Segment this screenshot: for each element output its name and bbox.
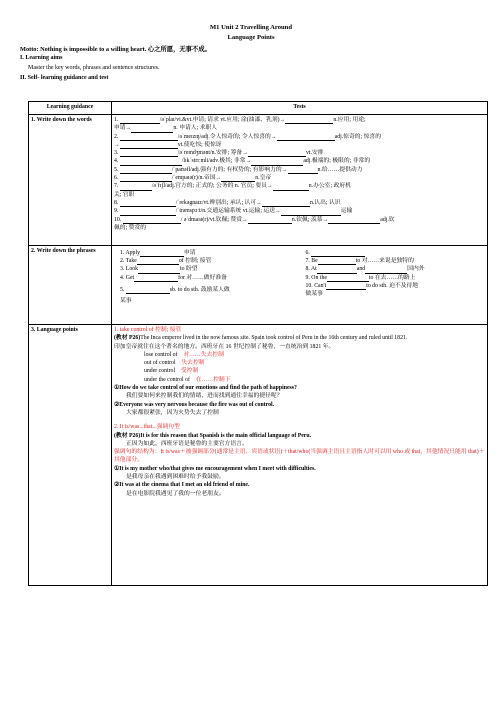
phrases-left-column: [114, 249, 300, 305]
blank[interactable]: [262, 200, 310, 207]
table-header-row: [29, 102, 488, 115]
point1-phrase: under control 受控制: [144, 368, 199, 375]
blank[interactable]: [365, 267, 407, 274]
blank[interactable]: [281, 209, 341, 216]
blank[interactable]: [131, 126, 173, 133]
word-line: 7. /əˈfɪʃl/adj.官方的; 正式的; 公务的 n. 官员; 要员→ n.办公室; 政府机: [114, 183, 351, 190]
blank[interactable]: [120, 159, 182, 166]
blank[interactable]: [140, 250, 184, 257]
blank[interactable]: [120, 167, 172, 174]
phrase-item: 7. Be to 对……来说是独特的: [305, 258, 414, 265]
phrases-right-column: [300, 249, 486, 305]
blank[interactable]: [288, 167, 318, 174]
example-sentence: ②It was at the cinema that I met an old friend of mine.: [114, 482, 250, 489]
language-points-row: [29, 325, 488, 586]
word-line: 5. /ˈpaʊəfl/adj.强有力的; 有权势的; 有影响力的→ n.给……提供动力: [114, 166, 363, 173]
example-sentence: ①How do we take control of our emotions and find the path of happiness?: [114, 385, 297, 392]
point1-phrase: lose control of 对……失去控制: [144, 351, 224, 358]
phrase-item: 5. sb. to do sth. 鼓励某人做: [120, 286, 230, 293]
header-guidance: Learning guidance: [29, 102, 112, 115]
example-translation: 我们要如何来控制我们的情绪，进而找到通往幸福的捷径呢？: [126, 393, 283, 400]
blank[interactable]: [120, 150, 178, 157]
language-points-cell: [112, 325, 488, 586]
phrase-item: 做某事: [305, 291, 323, 298]
blank[interactable]: [120, 175, 172, 182]
motto-cn: 心之所愿，无事不成。: [147, 46, 211, 53]
point1-heading: 1. take control of 控制; 接管: [114, 327, 182, 333]
section-heading-aims: I. Learning aims: [20, 55, 63, 61]
word-line: 10. / əˈdmaɪə(r)/vt.钦佩; 赞赏→ n.钦佩; 羡慕→ adj.钦: [114, 216, 395, 223]
word-line: 2. /əˈmeɪzɪŋ/adj.令人惊奇的; 令人惊喜的→ adj.惊奇的; 惊喜的: [114, 133, 381, 140]
header-tests: Tests: [112, 102, 488, 115]
blank[interactable]: [285, 117, 333, 124]
word-line: 申请→ n. 申请人; 求职人: [114, 125, 218, 132]
example-translation: 大家都很紧张，因为火势失去了控制: [126, 409, 219, 416]
phrase-item: 6.: [306, 249, 486, 257]
blank[interactable]: [134, 275, 178, 282]
phrase-item: 3. Look to 盼望: [120, 266, 198, 273]
blank[interactable]: [120, 134, 178, 141]
motto: [20, 44, 211, 53]
phrase-item: 4. Get for 对……做好准备: [120, 274, 227, 281]
phrase-item: 8. At and 国内外: [305, 266, 425, 273]
blank[interactable]: [120, 209, 176, 216]
word-line: 9. /ˈtrænspɔːt/n.交通运输系统 vt.运输; 运送→ 运输: [114, 208, 353, 215]
word-line: 8. /ˈrekəgnaɪz/vt.辨别出; 承认; 认可→ n.认出; 认识: [114, 199, 341, 206]
blank[interactable]: [251, 159, 303, 166]
blank[interactable]: [317, 267, 357, 274]
words-row: [29, 115, 488, 246]
phrases-label: 2. Write down the phrases: [29, 246, 112, 325]
language-points-label: 3. Language points: [29, 325, 112, 586]
blank[interactable]: [328, 217, 380, 224]
blank[interactable]: [248, 217, 292, 224]
blank[interactable]: [326, 283, 366, 290]
blank[interactable]: [123, 217, 181, 224]
point1-phrase: under the control of 在……控制下: [144, 376, 231, 383]
learning-aim: Master the key words, phrases and sentence structures.: [28, 65, 160, 71]
blank[interactable]: [120, 184, 152, 191]
example-sentence: ①It is my mother who/that gives me encouragement when I meet with difficulties.: [114, 465, 316, 472]
section-heading-guidance: II. Self- learning guidance and test: [20, 75, 109, 81]
blank[interactable]: [137, 258, 179, 265]
blank[interactable]: [248, 150, 306, 157]
point1-source: (教材 P26)The Inca emperor lived in the now famous site. Spain took control of Peru in the 16th century and ruled until 1821.: [114, 335, 408, 342]
word-line: 1. /əˈplaɪ/vi.&vt.申请; 请求 vt.应用; 涂(油漆、乳剂)→ n.应用; 用途;: [114, 117, 366, 123]
blank[interactable]: [221, 175, 255, 182]
point2-rule: 强调句的结构为：It is/was＋被强调部分(通常是主语、宾语或状语)＋that/who(当强调主语且主语指人时可以用 who 或 that，其他情况只能用 that)＋其他部分。: [114, 449, 485, 464]
phrase-item: 2. Take of 控制; 接管: [120, 258, 212, 265]
word-line: 佩的; 赞赏的: [114, 224, 147, 231]
blank[interactable]: [311, 250, 365, 257]
example-translation: 是在电影院我遇见了我的一位老朋友。: [126, 490, 225, 497]
word-line: 关; 官职: [114, 191, 135, 198]
example-sentence: ②Everyone was very nervous because the fire was out of control.: [114, 401, 275, 408]
guidance-table: [28, 101, 488, 586]
example-translation: 是我母亲在我遇到困难时给予我鼓励。: [126, 474, 225, 481]
blank[interactable]: [126, 287, 170, 294]
point1-translation: 印加皇帝就住在这个著名的地方。西班牙在 16 世纪控制了秘鲁，一直统治到 1821 年。: [114, 343, 335, 350]
blank[interactable]: [273, 184, 309, 191]
blank[interactable]: [327, 275, 369, 282]
words-label: 1. Write down the words: [29, 115, 112, 246]
motto-label: Motto: Nothing is impossible to a willing heart.: [20, 46, 147, 53]
point1-phrase: out of control 失去控制: [144, 360, 205, 367]
phrase-item: 9. On the to 在去……的路上: [305, 274, 416, 281]
point2-source: (教材 P26)It is for this reason that Spanish is the main official language of Peru.: [114, 432, 312, 439]
blank[interactable]: [120, 142, 178, 149]
blank[interactable]: [277, 134, 335, 141]
blank[interactable]: [138, 267, 180, 274]
word-line: 4. /lɪkˈstrɪːmli/adv.极其; 非常→ adj.极端的; 极限的; 非常的: [114, 158, 371, 165]
page-title: Language Points: [227, 34, 275, 41]
blank[interactable]: [318, 258, 356, 265]
word-line: 3. /əˈreɪndʒmənt/n.安排; 筹备→ vt.安排: [114, 150, 324, 157]
point2-translation: 正因为如此，西班牙语是秘鲁的主要官方语言。: [126, 440, 248, 447]
blank[interactable]: [120, 200, 176, 207]
blank[interactable]: [120, 117, 160, 124]
phrases-row: [29, 246, 488, 325]
phrases-cell: [112, 246, 488, 325]
word-line: → vt.使吃惊; 使惊讶: [114, 141, 222, 148]
phrase-item: 10. Can't to do sth. 迫不及待地: [305, 282, 419, 289]
phrase-item: 1. Apply 申请: [120, 250, 196, 256]
point2-heading: 2. It is/was...that...强调句型: [114, 424, 180, 431]
words-cell: [112, 115, 488, 246]
word-line: 6. /ˈempaɪə(r)/n.帝国→ n.皇帝: [114, 175, 272, 182]
unit-title: M1 Unit 2 Travelling Around: [209, 24, 293, 31]
phrase-item: 某事: [120, 298, 132, 305]
